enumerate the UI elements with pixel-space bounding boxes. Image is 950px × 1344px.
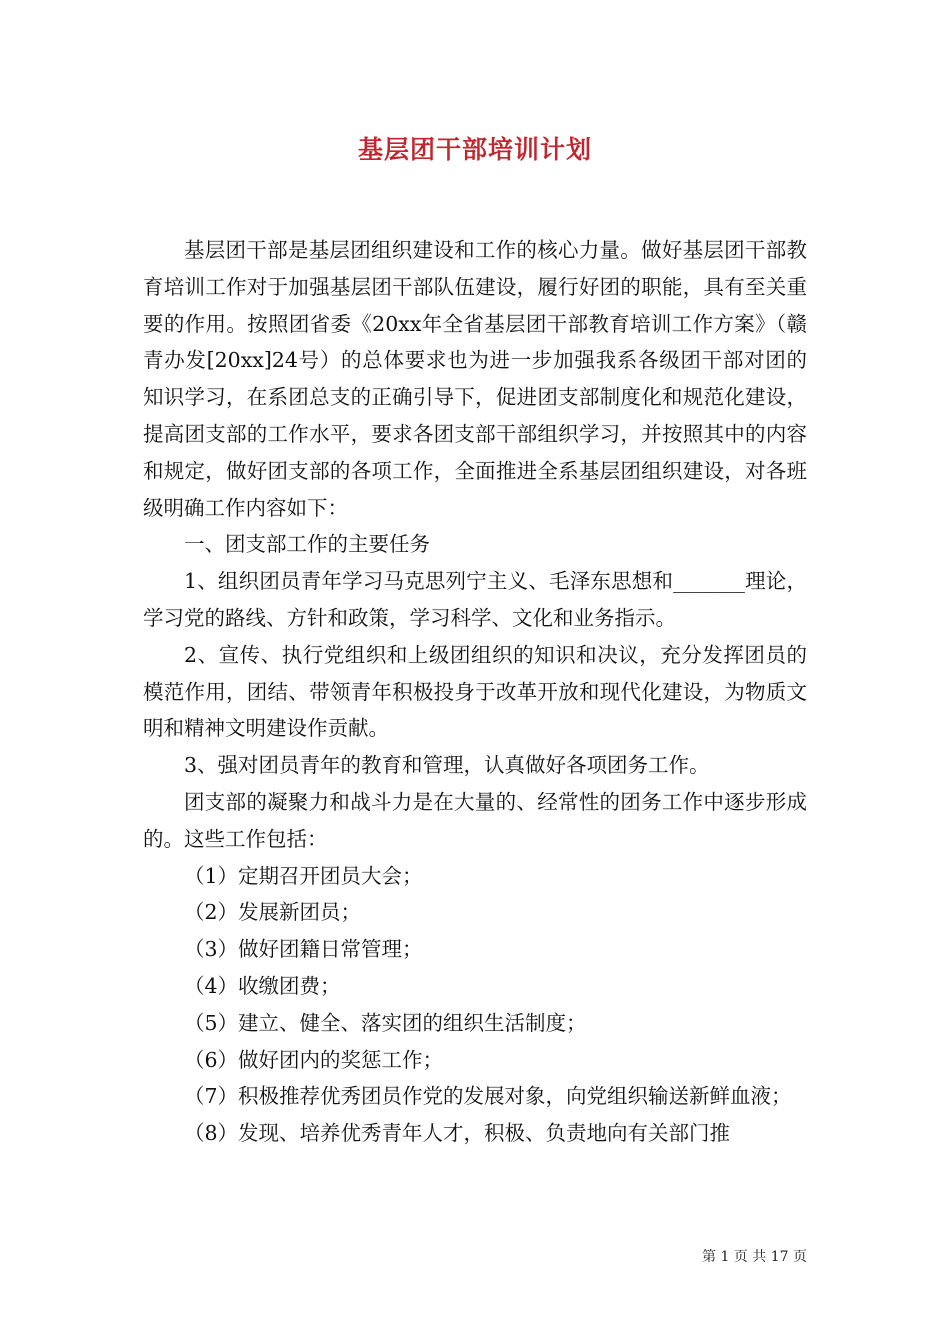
document-body xyxy=(143,232,807,1152)
list-item: （6）做好团内的奖惩工作； xyxy=(184,1047,444,1072)
page-number: 第 1 页 共 17 页 xyxy=(702,1249,807,1265)
list-item: （2）发展新团员； xyxy=(184,900,362,925)
list-item: （8）发现、培养优秀青年人才，积极、负责地向有关部门推 xyxy=(184,1121,731,1146)
section-heading: 一、团支部工作的主要任务 xyxy=(184,532,430,557)
list-item: （7）积极推荐优秀团员作党的发展对象，向党组织输送新鲜血液； xyxy=(184,1084,792,1109)
document-title: 基层团干部培训计划 xyxy=(357,135,592,164)
paragraph-item-1: 1、组织团员青年学习马克思列宁主义、毛泽东思想和_______理论，学习党的路线、方针和政策，学习科学、文化和业务指示。 xyxy=(143,569,807,630)
list-item: （5）建立、健全、落实团的组织生活制度； xyxy=(184,1010,587,1035)
paragraph-item-3: 3、强对团员青年的教育和管理，认真做好各项团务工作。 xyxy=(184,753,710,778)
list-item: （3）做好团籍日常管理； xyxy=(184,937,423,962)
paragraph-work-intro: 团支部的凝聚力和战斗力是在大量的、经常性的团务工作中逐步形成的。这些工作包括： xyxy=(143,789,807,851)
list-item: （4）收缴团费； xyxy=(184,973,341,998)
paragraph-intro: 基层团干部是基层团组织建设和工作的核心力量。做好基层团干部教育培训工作对于加强基层团干部队伍建设，履行好团的职能，具有至关重要的作用。按照团省委《20xx年全省基层团干部教育培训工作方案》（赣青办发[20xx]24号）的总体要求也为进一步加强我系各级团干部对团的知识学习，在系团总支的正确引导下，促进团支部制度化和规范化建设，提高团支部的工作水平，要求各团支部干部组织学习，并按照其中的内容和规定，做好团支部的各项工作，全面推进全系基层团组织建设，对各班级明确工作内容如下： xyxy=(143,238,807,520)
list-item: （1）定期召开团员大会； xyxy=(184,863,423,888)
paragraph-item-2: 2、宣传、执行党组织和上级团组织的知识和决议，充分发挥团员的模范作用，团结、带领青年积极投身于改革开放和现代化建设，为物质文明和精神文明建设作贡献。 xyxy=(143,642,807,741)
